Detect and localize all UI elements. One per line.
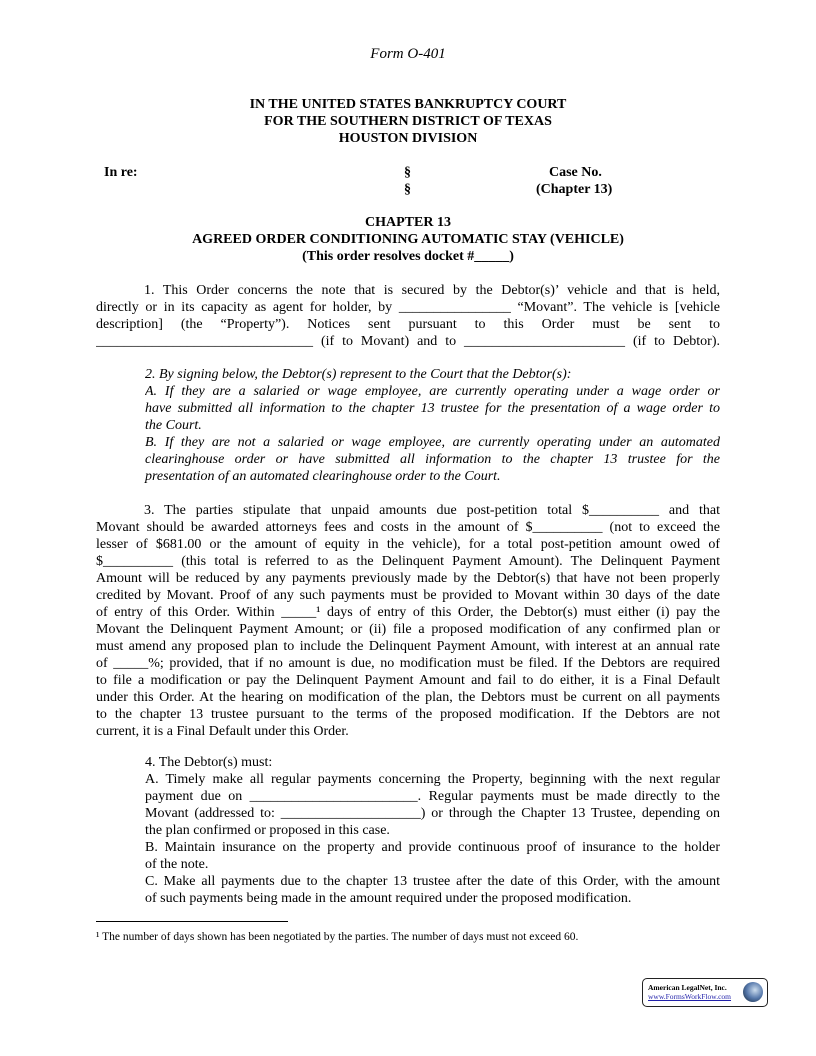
court-name-line: IN THE UNITED STATES BANKRUPTCY COURT [249, 97, 567, 112]
court-division-line: HOUSTON DIVISION [338, 131, 478, 146]
logo-url-link[interactable]: www.FormsWorkFlow.com [648, 992, 732, 1001]
case-no-label: Case No. [549, 165, 602, 180]
footnote: ¹ The number of days shown has been negotiated by the parties. The number of days must not exceed 60. [96, 931, 579, 943]
court-district-line: FOR THE SOUTHERN DISTRICT OF TEXAS [264, 114, 552, 129]
paragraph-line: to file a modification or pay the Delinquent Payment Amount and fail to do either, it is a Final Default [96, 673, 720, 688]
footnote-divider [96, 921, 288, 922]
paragraph-line: under this Order. At the hearing on modification of the plan, the Debtors must be current on all payments [96, 690, 720, 705]
paragraph-line: clearinghouse order or have submitted all information to the chapter 13 trustee for the [145, 452, 720, 467]
paragraph-line: Movant the Delinquent Payment Amount; or (ii) file a proposed modification of any confirmed plan or [96, 622, 720, 637]
paragraph-line: have submitted all information to the chapter 13 trustee for the presentation of a wage order to [145, 401, 720, 416]
american-legalnet-logo[interactable] [642, 978, 768, 1007]
paragraph-line: description] (the “Property”). Notices sent pursuant to this Order must be sent to [96, 317, 720, 332]
paragraph-line: 2. By signing below, the Debtor(s) represent to the Court that the Debtor(s): [145, 367, 572, 382]
paragraph-line: _______________________________ (if to Movant) and to _______________________ (if to Debtor). [96, 334, 720, 349]
paragraph-line: presentation of an automated clearinghouse order to the Court. [145, 469, 501, 484]
paragraph-line: C. Make all payments due to the chapter 13 trustee after the date of this Order, with the amount [145, 874, 720, 889]
paragraph-line: Amount will be reduced by any payments previously made by the Debtor(s) that have not been properly [96, 571, 720, 586]
paragraph-line: current, it is a Final Default under this Order. [96, 724, 349, 739]
paragraph-line: the plan confirmed or proposed in this case. [145, 823, 390, 838]
paragraph-line: of entry of this Order. Within _____¹ days of entry of this Order, the Debtor(s) must either (i) pay the [96, 605, 720, 620]
paragraph-line: $__________ (this total is referred to as the Delinquent Payment Amount). The Delinquent Payment [96, 554, 720, 569]
logo-name: American LegalNet, Inc. [648, 983, 727, 992]
paragraph-line: lesser of $681.00 or the amount of equity in the vehicle), for a total post-petition amount owed of [96, 537, 720, 552]
paragraph-line: credited by Movant. Proof of any such payments must be provided to Movant within 30 days of the date [96, 588, 720, 603]
form-id: Form O-401 [370, 46, 446, 62]
paragraph-line: A. Timely make all regular payments concerning the Property, beginning with the next regular [145, 772, 720, 787]
paragraph-line: 1. This Order concerns the note that is secured by the Debtor(s)’ vehicle and that is held, [144, 283, 720, 298]
paragraph-4 [145, 754, 720, 907]
paragraph-line: directly or in its capacity as agent for holder, by ________________ “Movant”. The vehicle is [vehicle [96, 300, 720, 315]
paragraph-line: the Court. [145, 418, 202, 433]
section-mark: § [404, 182, 411, 197]
paragraph-line: A. If they are a salaried or wage employee, are currently operating under a wage order or [145, 384, 720, 399]
paragraph-3 [96, 502, 720, 740]
paragraph-line: Movant should be awarded attorneys fees and costs in the amount of $__________ (not to exceed the [96, 520, 720, 535]
in-re-label: In re: [104, 165, 138, 180]
paragraph-line: of such payments being made in the amount required under the proposed modification. [145, 891, 632, 906]
chapter-heading: CHAPTER 13 [365, 215, 451, 230]
paragraph-line: Movant (addressed to: ____________________) or through the Chapter 13 Trustee, depending on [145, 806, 720, 821]
paragraph-line: 3. The parties stipulate that unpaid amounts due post-petition total $__________ and that [144, 503, 720, 518]
paragraph-2 [145, 366, 720, 485]
order-title: AGREED ORDER CONDITIONING AUTOMATIC STAY (VEHICLE) [192, 232, 624, 247]
paragraph-line: B. If they are not a salaried or wage employee, are currently operating under an automated [145, 435, 720, 450]
paragraph-1 [96, 282, 720, 350]
paragraph-line: payment due on ________________________. Regular payments must be made directly to the [145, 789, 720, 804]
paragraph-line: must amend any proposed plan to include the Delinquent Payment Amount, with interest at an annual rate [96, 639, 720, 654]
chapter-label: (Chapter 13) [536, 182, 613, 197]
paragraph-line: of the note. [145, 857, 209, 872]
paragraph-line: 4. The Debtor(s) must: [145, 755, 273, 770]
docket-note: (This order resolves docket #_____) [302, 249, 514, 264]
paragraph-line: of _____%; provided, that if no amount is due, no modification must be filed. If the Debtors are required [96, 656, 720, 671]
paragraph-line: B. Maintain insurance on the property and provide continuous proof of insurance to the holder [145, 840, 720, 855]
section-mark: § [404, 165, 411, 180]
globe-icon [743, 982, 763, 1002]
paragraph-line: to the chapter 13 trustee pursuant to the terms of the proposed modification. If the Debtors are not [96, 707, 720, 722]
